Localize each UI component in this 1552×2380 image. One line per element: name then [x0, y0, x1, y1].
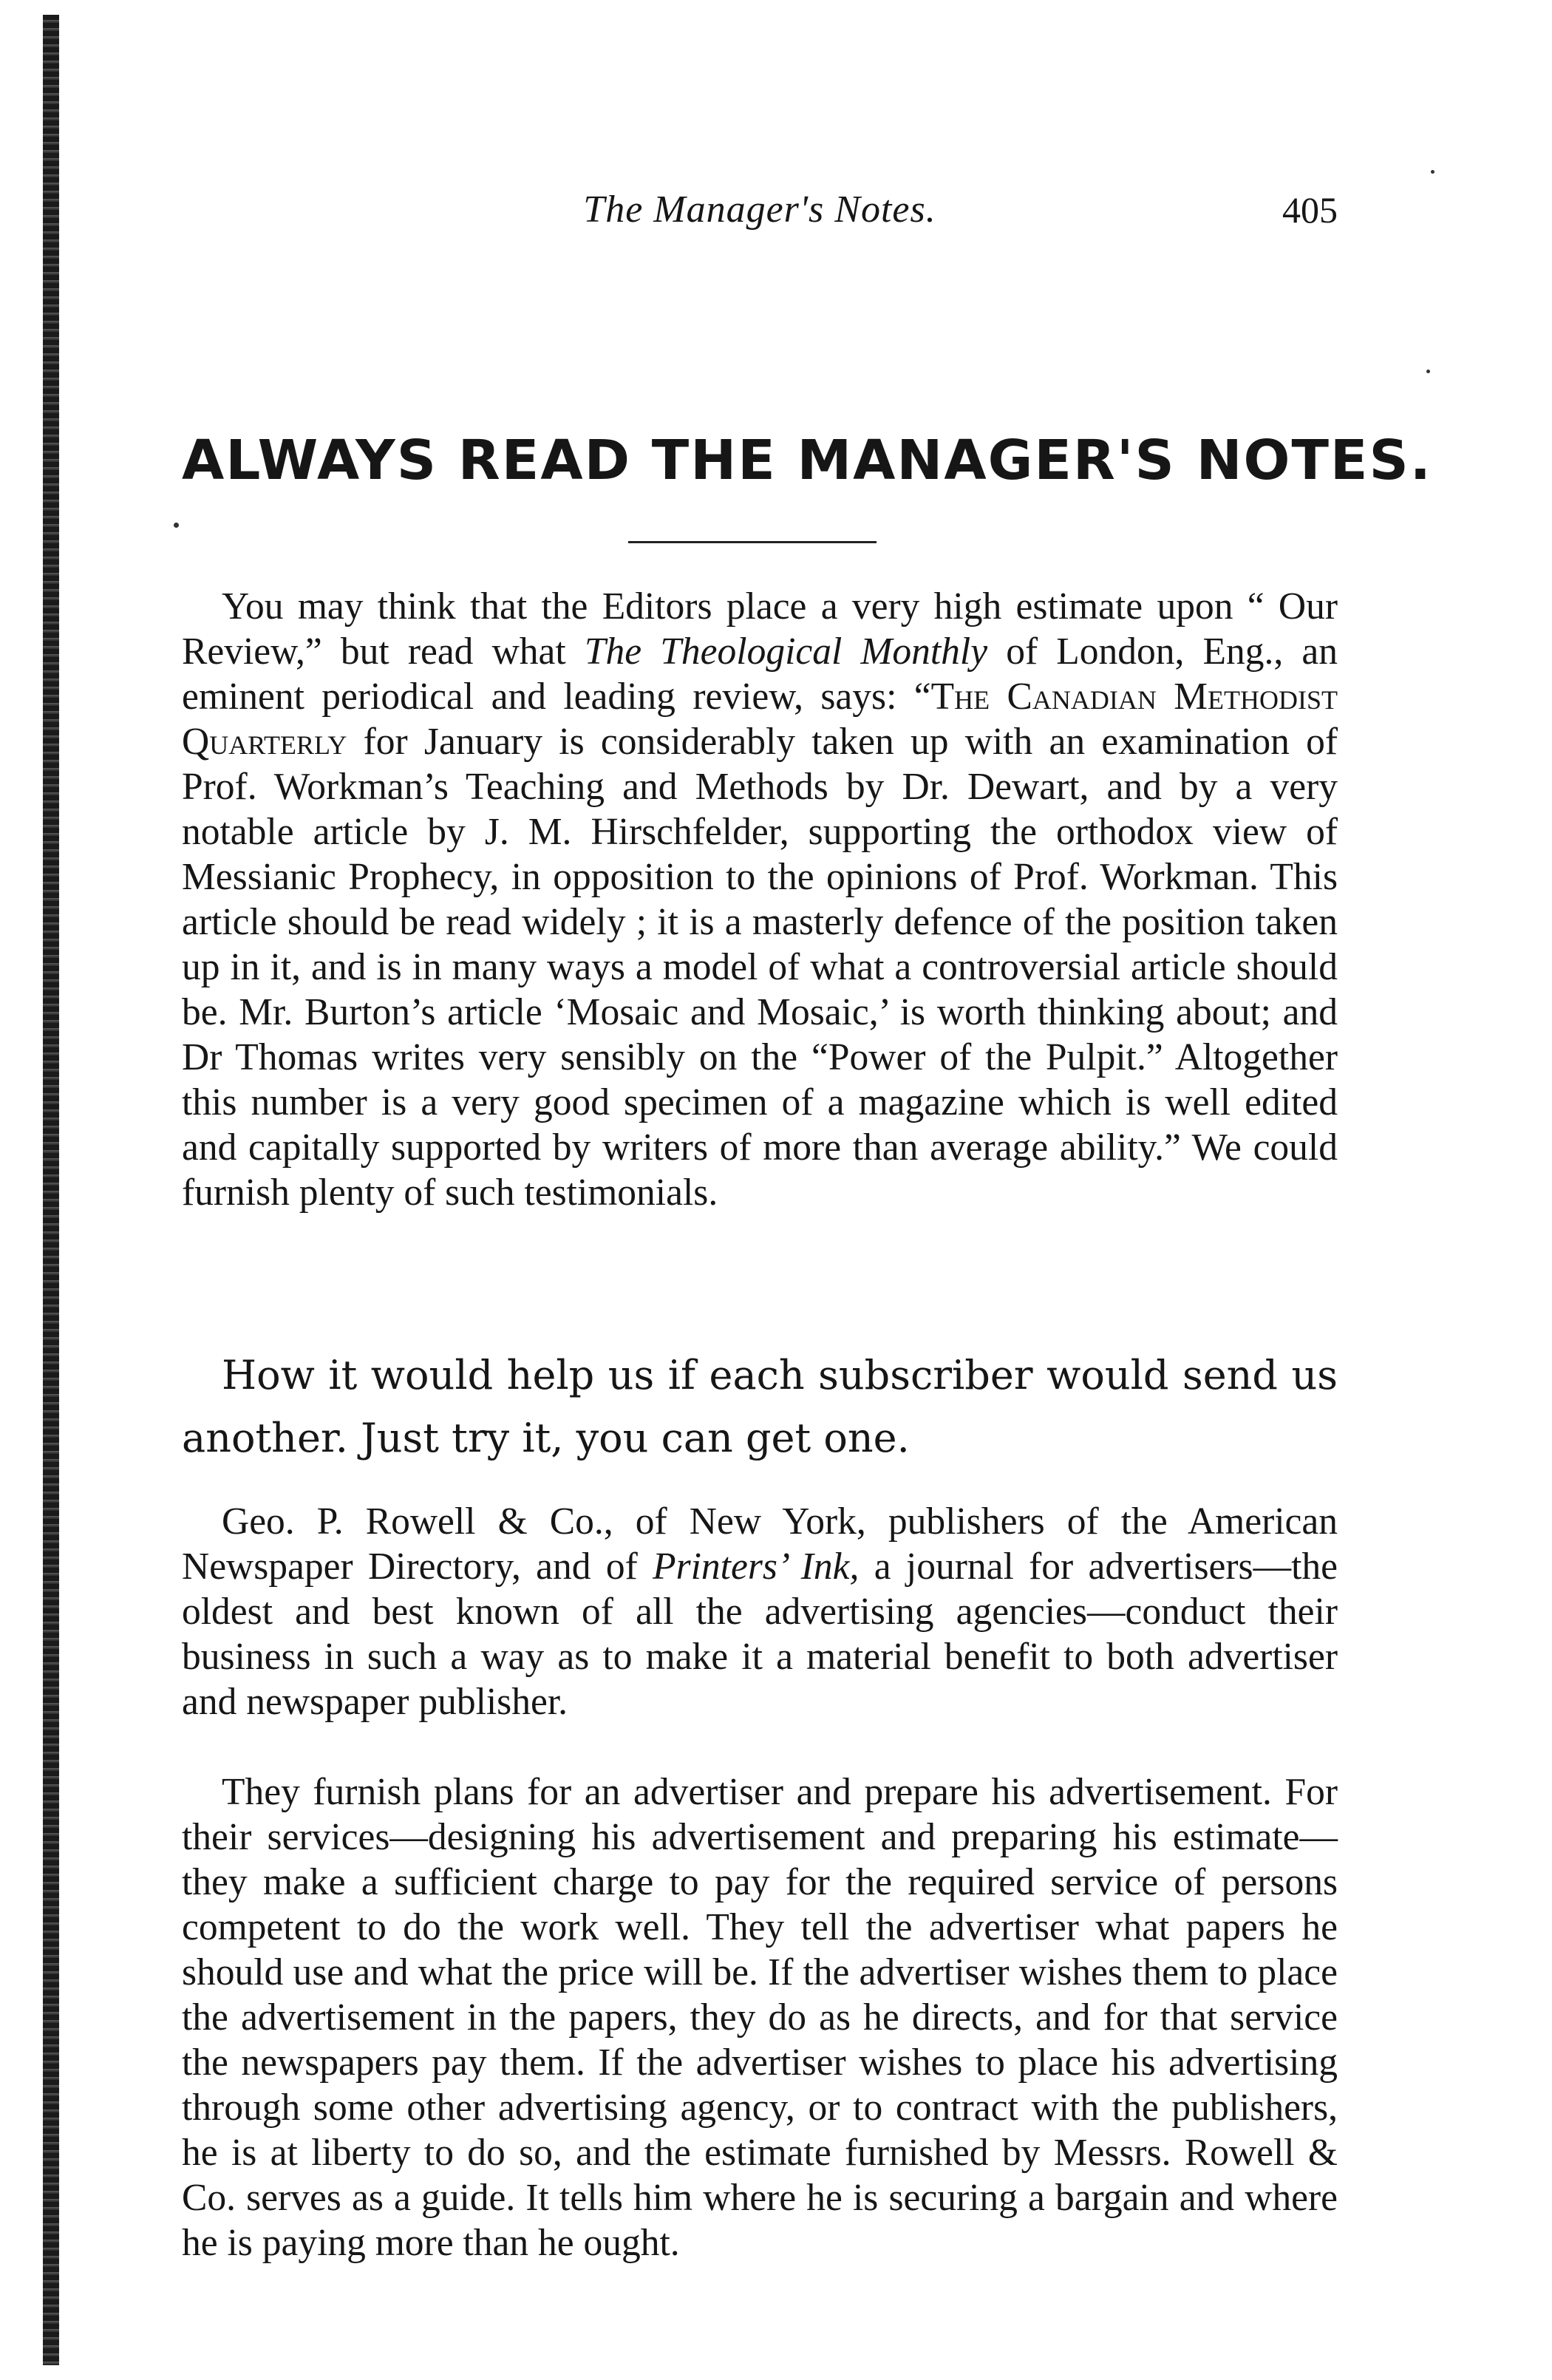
paragraph-services: They furnish plans for an advertiser and prepare his advertisement. For their services—designing his advertisement and preparing his estimate—they make a sufficient charge to pay for the required service of persons competent to do the work well. They tell the advertiser what papers he should use and what the price will be. If the advertiser wishes them to place the advertisement in the papers, they do as he directs, and for that service the newspapers pay them. If the advertiser wishes to place his advertising through some other advertising agency, or to contract with the publishers, he is at liberty to do so, and the estimate furnished by Messrs. Rowell & Co. serves as a guide. It tells him where he is securing a bargain and where he is paying more than he ought.: [182, 1771, 1338, 2264]
paragraph-3-text-a: Geo. P. Rowell & Co., of New York, publishers of the American Newspaper Directory, and of: [182, 1500, 1338, 1588]
running-head: [182, 186, 1338, 234]
scan-speck: [174, 523, 179, 528]
headline-rule: [628, 541, 877, 543]
scanned-binding-edge: [43, 15, 59, 2365]
paragraph-1-text-c: for January is considerably taken up with an examination of Prof. Workman’s Teaching and Methods by Dr. Dewart, and by a very notable article by J. M. Hirschfelder, supporting the orthodox view of Messianic Prophecy, in opposition to the opinions of Prof. Workman. This article should be read widely ; it is a masterly defence of the position taken up in it, and is in many ways a model of what a controversial article should be. Mr. Burton’s article ‘Mosaic and Mosaic,’ is worth thinking about; and Dr Thomas writes very sensibly on the “Power of the Pulpit.” Altogether this number is a very good specimen of a magazine which is well edited and capitally supported by writers of more than average ability.” We could furnish plenty of such testimonials.: [182, 721, 1338, 1214]
page-number: 405: [1282, 189, 1338, 231]
paragraph-rowell: [182, 1499, 1338, 1724]
running-title: The Manager's Notes.: [583, 188, 936, 231]
paragraph-review-quote: [182, 584, 1338, 1215]
quarterly-title: The Canadian Methodist Quarterly: [182, 676, 1338, 763]
paragraph-1-text-a: You may think that the Editors place a very high estimate upon “ Our Review,” but read what: [182, 585, 1338, 673]
paragraph-3-text-b: a journal for advertisers—the oldest and best known of all the advertising agencies—conduct their business in such a way as to make it a material benefit to both advertiser and newspaper publisher.: [182, 1546, 1338, 1723]
scan-speck: [1426, 370, 1430, 373]
journal-title: The Theological Monthly: [584, 630, 988, 673]
subscriber-callout: How it would help us if each subscriber would send us another. Just try it, you can get one.: [182, 1352, 1338, 1461]
printers-ink-title: Printers’ Ink,: [653, 1546, 860, 1588]
article-headline: ALWAYS READ THE MANAGER'S NOTES.: [182, 429, 1432, 492]
scan-speck: [1431, 170, 1434, 174]
paragraph-1-text-b: of London, Eng., an eminent periodical and leading review, says: “: [182, 630, 1338, 718]
